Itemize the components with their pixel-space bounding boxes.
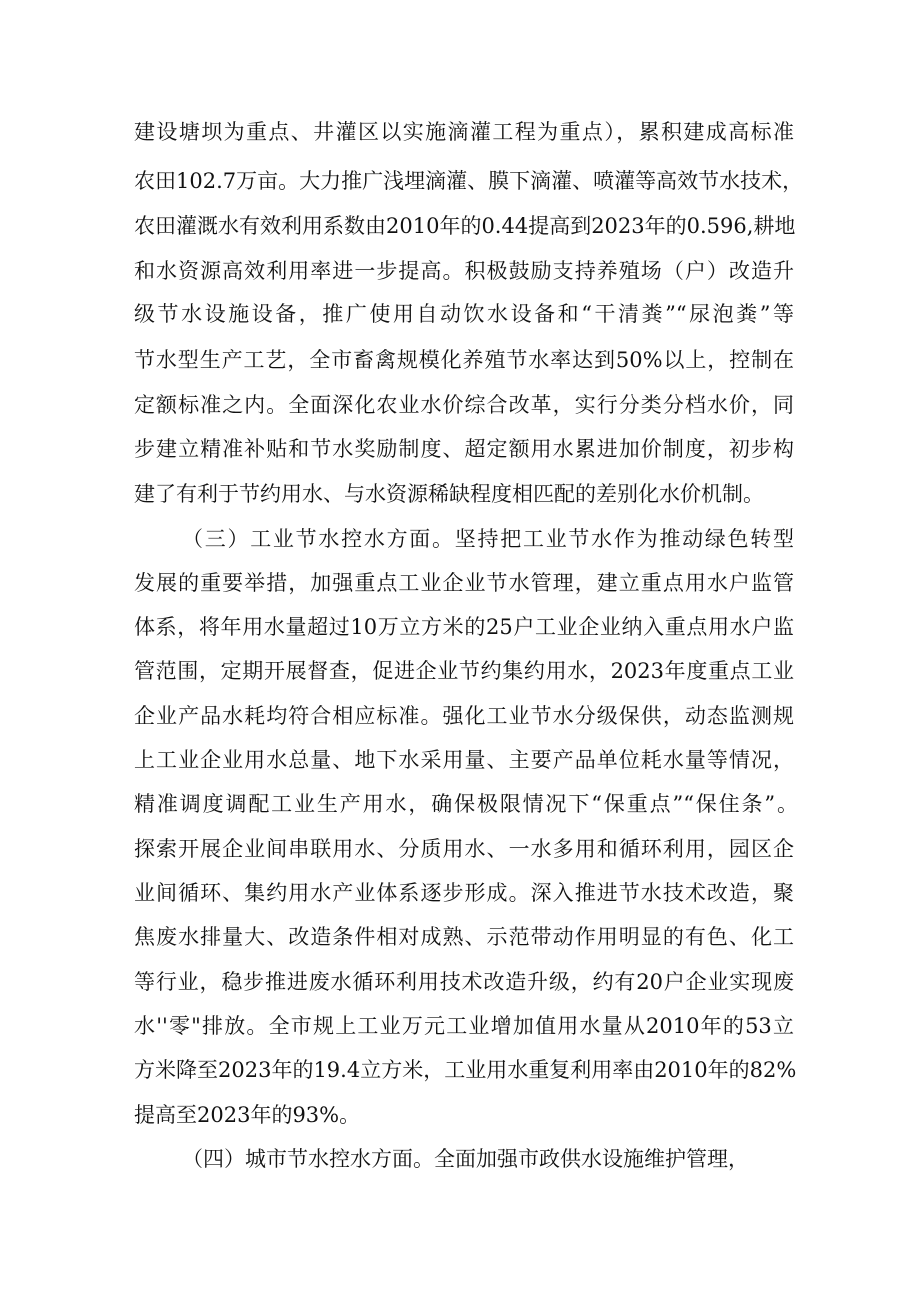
text-line: 建设塘坝为重点、井灌区以实施滴灌工程为重点），累积建成高标准 [134,120,794,144]
text-line: 探索开展企业间串联用水、分质用水、一水多用和循环利用，园区企 [134,837,794,861]
text-line: 精准调度调配工业生产用水，确保极限情况下“保重点”“保住条”。 [134,792,798,816]
text-line: 定额标准之内。全面深化农业水价综合改革，实行分类分档水价，同 [134,393,794,417]
text-line: 业间循环、集约用水产业体系逐步形成。深入推进节水技术改造，聚 [134,881,794,905]
text-line: 方米降至2023年的19.4立方米，工业用水重复利用率由2010年的82% [134,1058,797,1082]
text-line: 级节水设施设备，推广使用自动饮水设备和“干清粪”“尿泡粪”等 [134,302,794,326]
text-line: 和水资源高效利用率进一步提高。积极鼓励支持养殖场（户）改造升 [134,259,794,283]
text-line: 企业产品水耗均符合相应标准。强化工业节水分级保供，动态监测规 [134,704,794,728]
text-line: 节水型生产工艺，全市畜禽规模化养殖节水率达到50%以上，控制在 [134,348,794,372]
text-line: 农田102.7万亩。大力推广浅埋滴灌、膜下滴灌、喷灌等高效节水技术， [134,169,804,193]
text-line: 水''零"排放。全市规上工业万元工业增加值用水量从2010年的53立 [134,1014,794,1038]
text-line: 发展的重要举措，加强重点工业企业节水管理，建立重点用水户监管 [134,571,794,595]
text-line: 建了有利于节约用水、与水资源稀缺程度相匹配的差别化水价机制。 [134,482,764,506]
section-heading-line: （三）工业节水控水方面。坚持把工业节水作为推动绿色转型 [182,527,794,551]
text-line: 管范围，定期开展督查，促进企业节约集约用水，2023年度重点工业 [134,659,794,683]
text-line: 步建立精准补贴和节水奖励制度、超定额用水累进加价制度，初步构 [134,437,794,461]
text-line: 上工业企业用水总量、地下水采用量、主要产品单位耗水量等情况， [134,748,794,772]
section-heading-line: （四）城市节水控水方面。全面加强市政供水设施维护管理， [182,1147,749,1171]
text-line: 提高至2023年的93%。 [134,1103,361,1127]
text-line: 焦废水排量大、改造条件相对成熟、示范带动作用明显的有色、化工 [134,925,794,949]
text-line: 农田灌溉水有效利用系数由2010年的0.44提高到2023年的0.596,耕地 [134,214,796,238]
text-line: 等行业，稳步推进废水循环利用技术改造升级，约有20户企业实现废 [134,970,794,994]
text-line: 体系，将年用水量超过10万立方米的25户工业企业纳入重点用水户监 [134,615,794,639]
